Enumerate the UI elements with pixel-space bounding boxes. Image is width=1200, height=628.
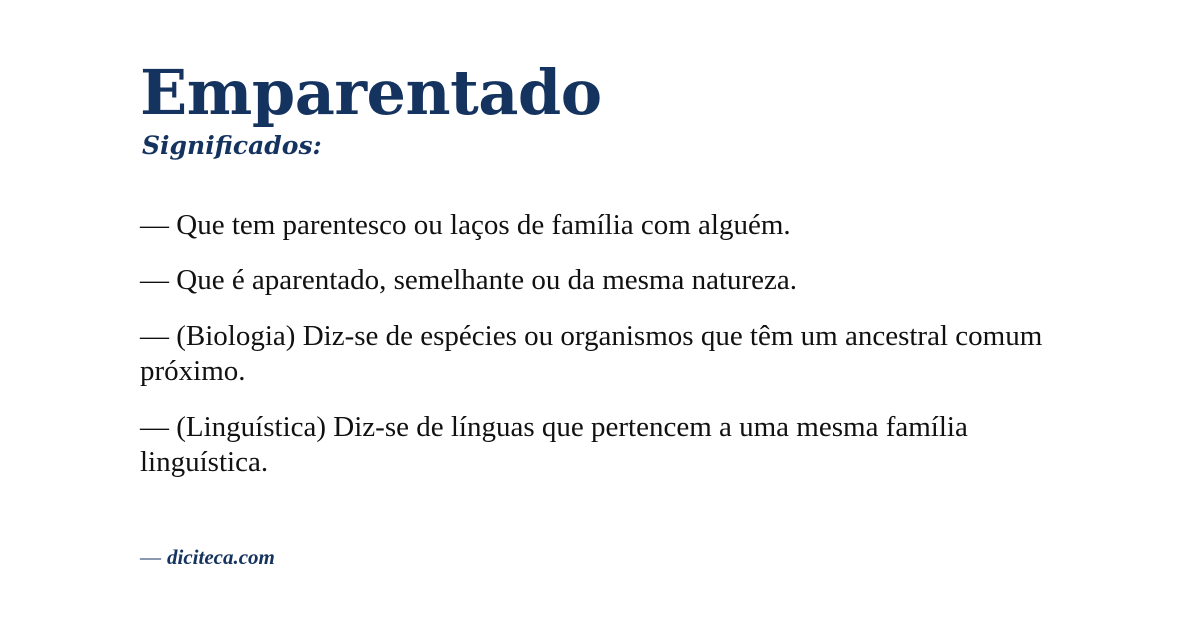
definition-text: (Linguística) Diz-se de línguas que pertencem a uma mesma família linguística. [140, 410, 968, 478]
bullet-dash: — [140, 319, 169, 352]
definition-text: Que é aparentado, semelhante ou da mesma natureza. [176, 264, 798, 297]
list-item [140, 208, 1060, 243]
definition-text: (Biologia) Diz-se de espécies ou organismos que têm um ancestral comum próximo. [140, 319, 1043, 388]
bullet-dash: — [140, 410, 169, 443]
list-item [140, 319, 1060, 390]
definition-text: Que tem parentesco ou laços de família com alguém. [176, 209, 791, 242]
subtitle-label: Significados: [142, 131, 322, 161]
bullet-dash: — [140, 264, 169, 297]
list-item [140, 410, 1060, 481]
bullet-dash: — [140, 209, 169, 242]
definition-list [140, 208, 1060, 480]
source-label: diciteca.com [167, 545, 275, 569]
page-title: Emparentado [140, 56, 602, 129]
list-item [140, 263, 1060, 298]
source-attribution [140, 545, 275, 570]
source-dash: — [140, 545, 161, 569]
